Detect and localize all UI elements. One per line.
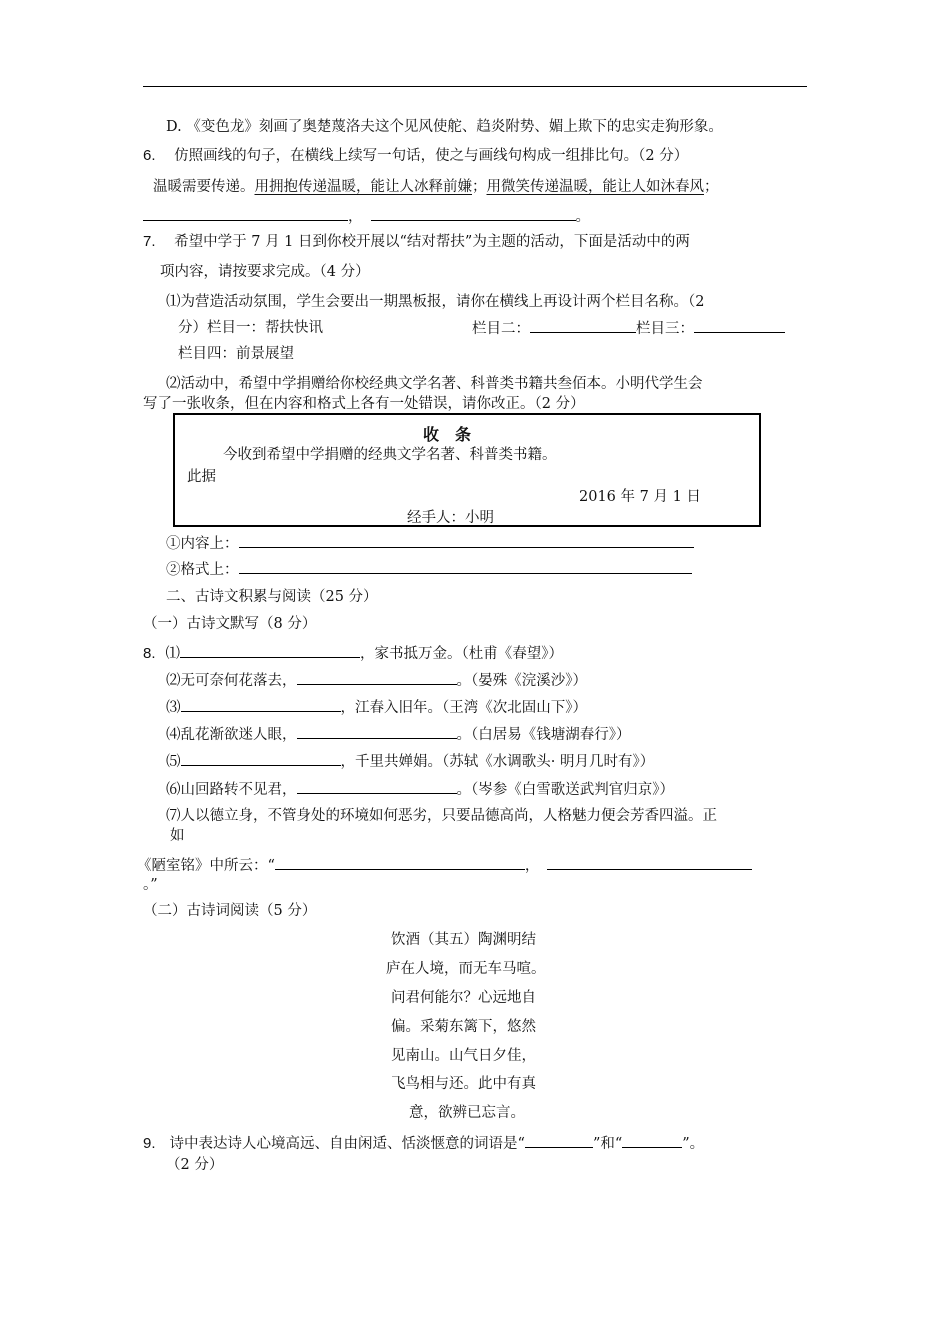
example-lead: 温暖需要传递。 <box>153 179 255 195</box>
q7-answer-format: ②格式上： <box>166 559 692 580</box>
underlined-sentence-1: 用拥抱传递温暖，能让人冰释前嫌 <box>254 179 472 195</box>
receipt-handler: 经手人：小明 <box>407 510 494 526</box>
column3-blank[interactable] <box>694 318 785 333</box>
answer-blank[interactable] <box>181 751 341 766</box>
question-number: 6. <box>143 147 156 164</box>
poem-line: 见南山。山气日夕佳， <box>391 1048 536 1064</box>
q6-stem <box>143 146 688 166</box>
question-text: 仿照画线的句子，在横线上续写一句话，使之与画线句构成一组排比句。（2 分） <box>174 148 689 164</box>
poem-line: 饮酒（其五）陶渊明结 <box>391 932 536 948</box>
q7-part1-col4: 栏目四：前景展望 <box>178 346 294 362</box>
q6-example-sentence: 温暖需要传递。用拥抱传递温暖，能让人冰释前嫌；用微笑传递温暖，能让人如沐春风； <box>153 179 719 195</box>
question-number: 9. <box>143 1135 156 1152</box>
q7-part2-line1: ⑵活动中，希望中学捐赠给你校经典文学名著、科普类书籍共叁佰本。小明代学生会 <box>166 376 703 392</box>
receipt-body: 今收到希望中学捐赠的经典文学名著、科普类书籍。 <box>223 447 557 463</box>
answer-blank[interactable] <box>180 643 360 658</box>
content-answer-blank[interactable] <box>239 533 694 548</box>
answer-blank[interactable] <box>143 206 348 221</box>
q7-part1-col2: 栏目二： 栏目三： <box>472 318 785 339</box>
q8-item7-line1: ⑺人以德立身，不管身处的环境如何恶劣，只要品德高尚，人格魅力便会芳香四溢。正 <box>166 808 717 824</box>
question-number: 8. <box>143 645 156 662</box>
answer-blank[interactable] <box>371 206 576 221</box>
header-rule <box>143 86 807 87</box>
q8-item7-line3: 《陋室铭》中所云：“ ， <box>137 855 752 876</box>
q7-part1-line1: ⑴为营造活动氛围，学生会要出一期黑板报，请你在横线上再设计两个栏目名称。（2 <box>166 294 705 310</box>
question-text: 希望中学于 7 月 1 日到你校开展以“结对帮扶”为主题的活动，下面是活动中的两 <box>174 234 690 250</box>
q8-item7-line2: 如 <box>170 828 185 844</box>
answer-blank[interactable] <box>181 697 341 712</box>
answer-blank[interactable] <box>297 724 457 739</box>
q8-item6: ⑹山回路转不见君， 。（岑参《白雪歌送武判官归京》） <box>166 779 674 800</box>
poem-line: 问君何能尔？心远地自 <box>391 990 536 1006</box>
section2-sub1: （一）古诗文默写（8 分） <box>143 616 317 632</box>
answer-blank[interactable] <box>297 779 457 794</box>
receipt-title: 收 条 <box>423 425 472 444</box>
q8-item2: ⑵无可奈何花落去， 。（晏殊《浣溪沙》） <box>166 670 587 691</box>
answer-blank[interactable] <box>525 1133 593 1148</box>
q7-part2-line2: 写了一张收条，但在内容和格式上各有一处错误，请你改正。（2 分） <box>143 396 585 412</box>
q7-stem-line1 <box>143 232 690 252</box>
format-answer-blank[interactable] <box>239 559 692 574</box>
question-number: 7. <box>143 233 156 250</box>
q8-item7-end: 。” <box>143 877 158 893</box>
q6-answer-line: ， 。 <box>143 206 590 227</box>
section2-title: 二、古诗文积累与阅读（25 分） <box>166 589 378 605</box>
q8-item5: ⑸ ，千里共婵娟。（苏轼《水调歌头· 明月几时有》） <box>166 751 654 772</box>
underlined-sentence-2: 用微笑传递温暖，能让人如沐春风 <box>486 179 704 195</box>
q8-item3: ⑶ ，江春入旧年。（王湾《次北固山下》） <box>166 697 587 718</box>
q7-part1-col1: 分）栏目一：帮扶快讯 <box>178 320 323 336</box>
receipt-date: 2016 年 7 月 1 日 <box>579 489 701 505</box>
answer-blank[interactable] <box>547 855 752 870</box>
answer-blank[interactable] <box>622 1133 682 1148</box>
answer-blank[interactable] <box>275 855 525 870</box>
q9-stem: 9. 诗中表达诗人心境高远、自由闲适、恬淡惬意的词语是“ ”和“ ”。 <box>143 1135 705 1152</box>
q7-stem-line2: 项内容，请按要求完成。（4 分） <box>160 264 370 280</box>
poem-line: 庐在人境，而无车马喧。 <box>386 961 546 977</box>
q9-score: （2 分） <box>166 1157 224 1173</box>
q8-item4: ⑷乱花渐欲迷人眼， 。（白居易《钱塘湖春行》） <box>166 724 631 745</box>
poem-line: 偏。采菊东篱下，悠然 <box>391 1019 536 1035</box>
column2-blank[interactable] <box>530 318 636 333</box>
receipt-box <box>173 413 761 527</box>
q7-answer-content: ①内容上： <box>166 533 694 554</box>
q8-item1: 8. ⑴ ，家书抵万金。（杜甫《春望》） <box>143 645 564 662</box>
receipt-cijue: 此据 <box>187 469 216 485</box>
q5-option-d: D. 《变色龙》刻画了奥楚蔑洛夫这个见风使舵、趋炎附势、媚上欺下的忠实走狗形象。 <box>166 119 723 135</box>
poem-line: 意，欲辨已忘言。 <box>409 1105 525 1121</box>
answer-blank[interactable] <box>297 670 457 685</box>
poem-line: 飞鸟相与还。此中有真 <box>391 1076 536 1092</box>
section2-sub2: （二）古诗词阅读（5 分） <box>143 903 317 919</box>
